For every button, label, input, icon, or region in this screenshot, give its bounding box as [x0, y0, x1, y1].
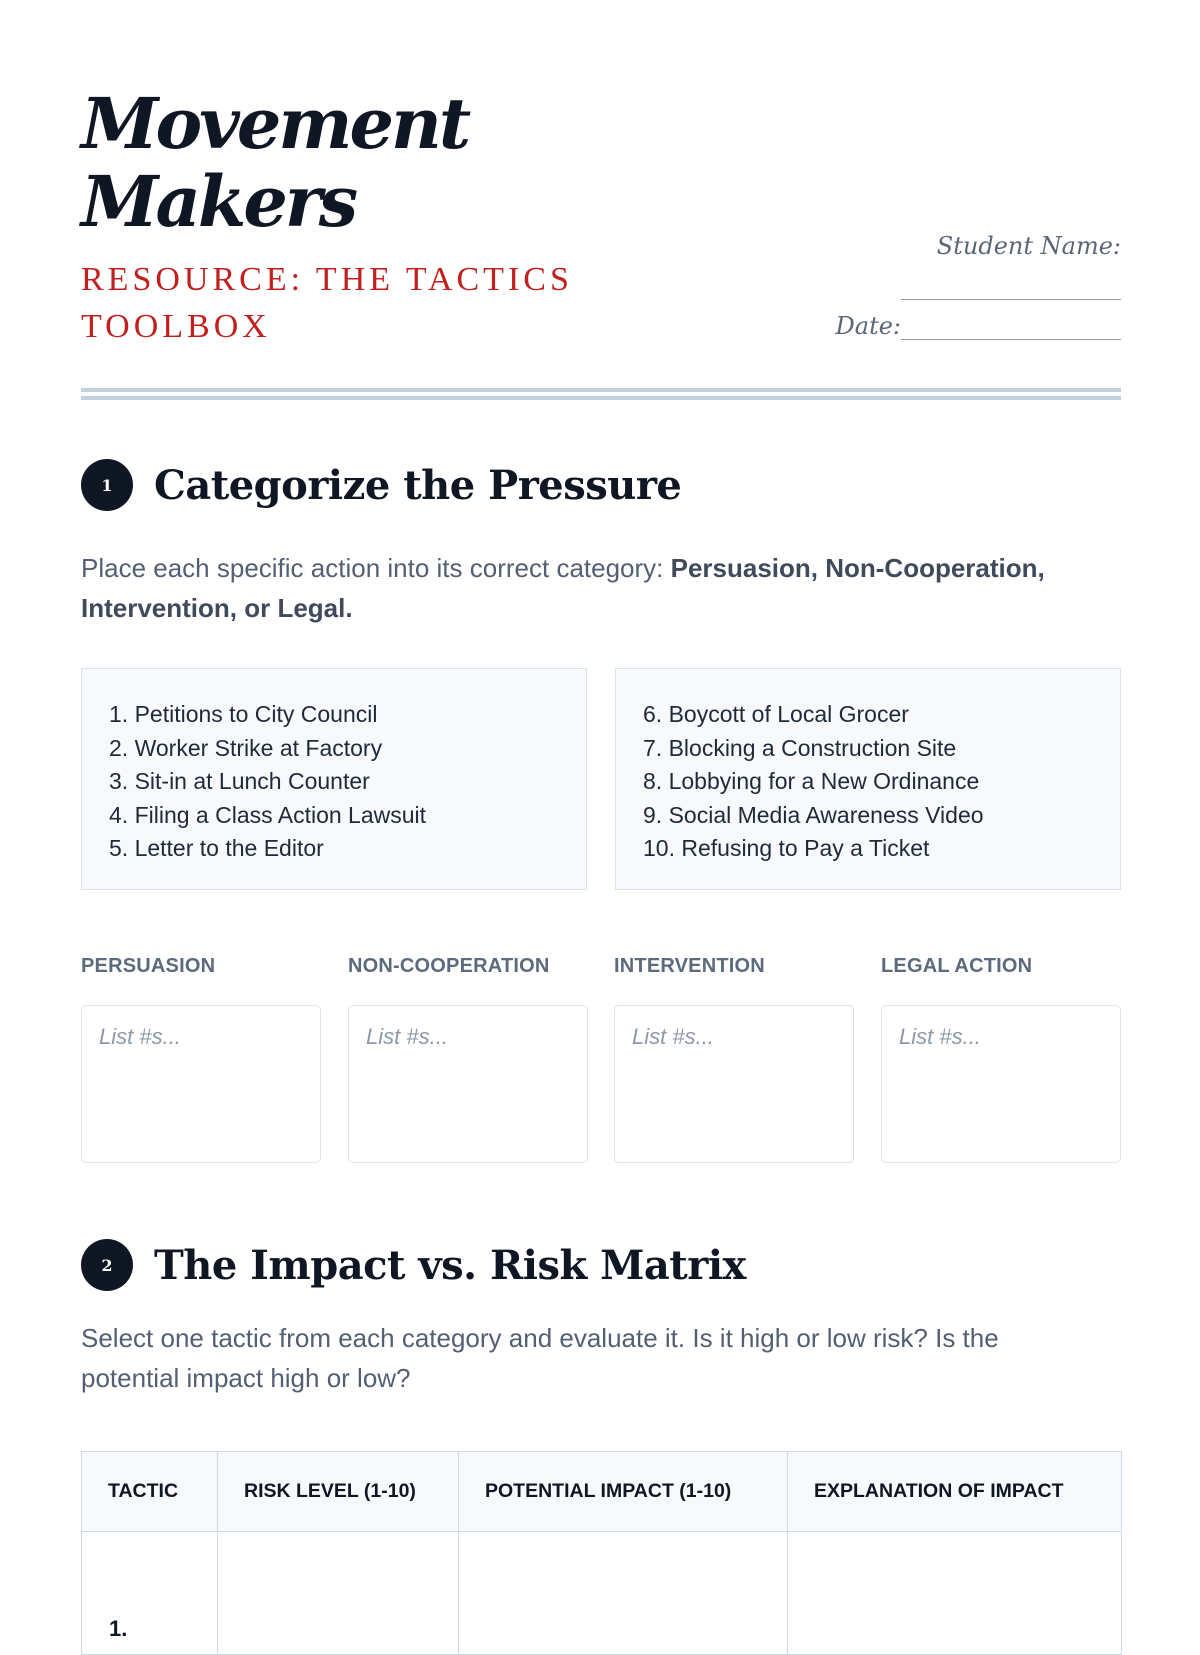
- category-intervention: [614, 955, 854, 1163]
- table-row: [82, 1532, 1122, 1655]
- page-title: Movement Makers: [81, 82, 469, 243]
- header-divider: [81, 388, 1121, 400]
- section-1-instruction-text: Place each specific action into its correct category:: [81, 553, 671, 583]
- section-1-instruction-categories: Persuasion, Non-Cooperation, Intervention, or Legal.: [81, 553, 1045, 623]
- date-field[interactable]: [901, 311, 1121, 340]
- list-item: 8. Lobbying for a New Ordinance: [643, 768, 980, 794]
- category-label: PERSUASION: [81, 955, 216, 977]
- category-legal-action: [881, 955, 1121, 1163]
- list-item: 10. Refusing to Pay a Ticket: [643, 835, 930, 861]
- student-name-line-row: [781, 266, 1121, 306]
- list-item: 4. Filing a Class Action Lawsuit: [109, 801, 427, 828]
- column-header-potential-impact: POTENTIAL IMPACT (1-10): [459, 1452, 788, 1532]
- section-2-instructions: Select one tactic from each category and evaluate it. Is it high or low risk? Is the potential impact high or low?: [81, 1323, 999, 1393]
- action-list-right: [615, 668, 1121, 890]
- student-name-field[interactable]: [901, 271, 1121, 300]
- category-label: LEGAL ACTION: [881, 955, 1033, 977]
- worksheet-page: [81, 0, 1121, 1641]
- section-1-title: Categorize the Pressure: [154, 461, 682, 509]
- table-cell-tactic[interactable]: 1.: [82, 1532, 218, 1655]
- section-1-heading: [81, 459, 681, 511]
- student-info: [781, 226, 1121, 346]
- column-header-explanation: EXPLANATION OF IMPACT: [788, 1452, 1122, 1532]
- list-item: 3. Sit-in at Lunch Counter: [109, 768, 370, 794]
- list-item: 5. Letter to the Editor: [109, 835, 324, 861]
- category-label: INTERVENTION: [614, 955, 765, 977]
- page-subtitle: RESOURCE: THE TACTICS TOOLBOX: [81, 261, 573, 345]
- table-header-row: [82, 1452, 1122, 1532]
- list-item: 2. Worker Strike at Factory: [109, 734, 383, 761]
- impact-risk-table: [81, 1451, 1122, 1655]
- table-cell-risk[interactable]: [218, 1532, 459, 1655]
- list-item: 7. Blocking a Construction Site: [643, 734, 957, 761]
- column-header-tactic: TACTIC: [82, 1452, 218, 1532]
- category-persuasion: [81, 955, 321, 1163]
- section-2-title: The Impact vs. Risk Matrix: [154, 1241, 746, 1289]
- student-name-row: [781, 226, 1121, 266]
- section-2-number-badge: 2: [81, 1239, 133, 1291]
- category-answer-box[interactable]: List #s...: [348, 1005, 588, 1163]
- section-1-number-badge: 1: [81, 459, 133, 511]
- category-answer-box[interactable]: List #s...: [614, 1005, 854, 1163]
- action-list-left: [81, 668, 587, 890]
- category-non-cooperation: [348, 955, 588, 1163]
- date-row: [781, 306, 1121, 346]
- list-item: 6. Boycott of Local Grocer: [643, 701, 909, 727]
- section-1-instructions: [81, 548, 1101, 628]
- table-cell-explanation[interactable]: [788, 1532, 1122, 1655]
- worksheet-header: [81, 0, 1121, 400]
- category-answer-box[interactable]: List #s...: [81, 1005, 321, 1163]
- category-answer-box[interactable]: List #s...: [881, 1005, 1121, 1163]
- table-cell-impact[interactable]: [459, 1532, 788, 1655]
- list-item: 9. Social Media Awareness Video: [643, 801, 984, 828]
- date-label: Date:: [835, 312, 901, 340]
- category-label: NON-COOPERATION: [348, 955, 550, 977]
- section-2-heading: [81, 1239, 746, 1291]
- column-header-risk-level: RISK LEVEL (1-10): [218, 1452, 459, 1532]
- list-item: 1. Petitions to City Council: [109, 701, 378, 727]
- student-name-label: Student Name:: [936, 232, 1121, 260]
